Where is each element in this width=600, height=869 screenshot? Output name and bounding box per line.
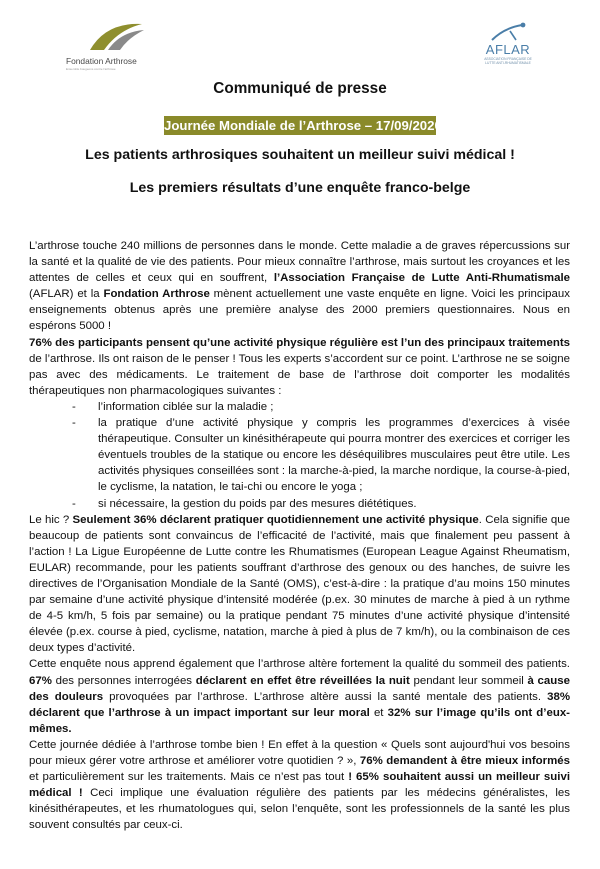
text-run: de l’arthrose. Ils ont raison de le penser ! Tous les experts s’accordent sur ce point. L’arthrose ne se soigne pas avec des médicaments. Le traitement de base de l’arthrose doit comporter les modalités thérapeutiques non pharmacologiques suivantes : (29, 352, 570, 397)
fondation-arthrose-logo-mark (60, 16, 160, 56)
paragraph-hic (29, 512, 570, 657)
list-item-text: la pratique d’une activité physique y compris les programmes d’exercices à visée thérapeutique. Consulter un kinésithérapeute qui pourra montrer des exercices et corriger les éventuels troubles de la statique ou encore les déséquilibres musculaires peut être utile. Les activités physiques conseillées sont : la marche-à-pied, la marche nordique, la course-à-pied, le cyclisme, la natation, le tai-chi ou encore le yoga ; (98, 417, 570, 494)
list-item (29, 496, 570, 512)
text-run: provoquées par l’arthrose. L’arthrose altère aussi la santé mentale des patients. (103, 690, 548, 703)
fondation-arthrose-logo-name: Fondation Arthrose (66, 56, 137, 66)
text-run: L’arthrose touche 240 millions de personnes dans le monde. Cette maladie a de graves répercussions sur la santé et la qualité de vie des patients. Pour mieux connaître l’arthrose, mais surtout les croyances et les attentes de celles et ceux qui en souffrent, (29, 240, 570, 285)
text-run: et particulièrement sur les traitements. Mais ce n’est pas tout (29, 771, 349, 784)
text-run: Cette enquête nous apprend également que l’arthrose altère fortement la qualité du sommeil des patients. (29, 658, 570, 671)
list-item-text: si nécessaire, la gestion du poids par des mesures diététiques. (98, 497, 417, 510)
list-dash: - (72, 400, 76, 413)
text-run: Cette journée dédiée à l’arthrose tombe bien ! En effet à la question « Quels sont aujourd'hui vos besoins pour mieux gérer votre arthrose et améliorer votre quotidien ? », (29, 738, 570, 767)
paragraph-sleep (29, 656, 570, 736)
bold-run: 67% (29, 674, 52, 687)
bold-run: à cause des douleurs (29, 674, 570, 703)
bold-run: 76% demandent à être mieux informés (359, 755, 570, 767)
headline: Les patients arthrosiques souhaitent un meilleur suivi médical ! (85, 147, 515, 163)
list-item (29, 415, 570, 495)
list-item-text: l’information ciblée sur la maladie ; (98, 400, 274, 413)
text-run: Le hic ? (29, 513, 73, 526)
bold-run: ! 65% souhaitent aussi un meilleur suivi médical ! (29, 771, 570, 800)
aflar-logo-mark (476, 22, 540, 44)
list-dash: - (72, 497, 76, 510)
aflar-logo (476, 22, 540, 74)
event-banner: Journée Mondiale de l’Arthrose – 17/09/2020 (164, 118, 442, 133)
bold-run: déclarent en effet être réveillées la nuit (195, 674, 410, 687)
text-run: . Cela signifie que beaucoup de patients sont convaincus de l’efficacité de l’activité, mais que finalement peu passent à l’action ! La Ligue Européenne de Lutte contre les Rhumatismes (European League Against Rheumatism, EULAR) recommande, pour les patients souffrant d’arthrose des genoux ou des hanches, de suivre les directives de l’Organisation Mondiale de la Santé (OMS), c’est-à-dire : la pratique d’au moins 150 minutes par semaine d’une activité physique d’intensité modérée (p.ex. 30 minutes de marche à pied à un rythme de 4-5 km/h, 5 fois par semaine) ou la pratique pendant 75 minutes d’une activité physique d’intensité élevée (p.ex. course à pied, cyclisme, natation, marche à pied à plus de 7 km/h), ou la combinaison de ces deux types d’activité. (29, 513, 570, 655)
subheadline: Les premiers résultats d’une enquête franco-belge (129, 180, 471, 196)
list-dash: - (72, 417, 76, 430)
text-run: (AFLAR) et la (29, 288, 104, 301)
article-body (29, 238, 570, 833)
bold-run: 76% des participants pensent qu’une activité physique régulière est l’un des principaux traitements (29, 336, 570, 349)
aflar-logo-name: AFLAR (485, 42, 531, 57)
document-title: Communiqué de presse (213, 80, 387, 97)
bold-run: 38% déclarent que l’arthrose à un impact important sur leur moral (29, 690, 570, 719)
text-run: mènent actuellement une vaste enquête en ligne. Voici les principaux enseignements obtenus après une première analyse des 2000 premiers questionnaires. Nous en espérons 5000 ! (29, 288, 570, 333)
text-run: Ceci implique une évaluation régulière des patients par les médecins généralistes, les kinésithérapeutes, et les rhumatologues qui, selon l’enquête, sont les professionnels de la santé les plus souvent consultés par ceux-ci. (29, 787, 570, 832)
bold-run: l’Association Française de Lutte Anti-Rhumatismale (273, 272, 570, 285)
bold-run: 32% sur l’image qu’ils ont d’eux-mêmes. (29, 706, 570, 735)
aflar-logo-subtitle: ASSOCIATION FRANÇAISE DE LUTTE ANTI-RHUMATISMALE (484, 57, 532, 65)
text-run: et (369, 706, 388, 719)
paragraph-activity (29, 335, 570, 399)
treatment-list (29, 399, 570, 512)
bold-run: Fondation Arthrose (103, 288, 210, 301)
bold-run: Seulement 36% déclarent pratiquer quotidiennement une activité physique (72, 513, 479, 526)
text-run: pendant leur sommeil (409, 674, 528, 687)
text-run: des personnes interrogées (51, 674, 196, 687)
list-item (29, 399, 570, 415)
fondation-arthrose-logo-tagline: Ensemble bougeons contre l'arthrose (66, 67, 116, 71)
paragraph-needs (29, 737, 570, 834)
fondation-arthrose-logo (60, 16, 160, 71)
paragraph-intro (29, 238, 570, 335)
